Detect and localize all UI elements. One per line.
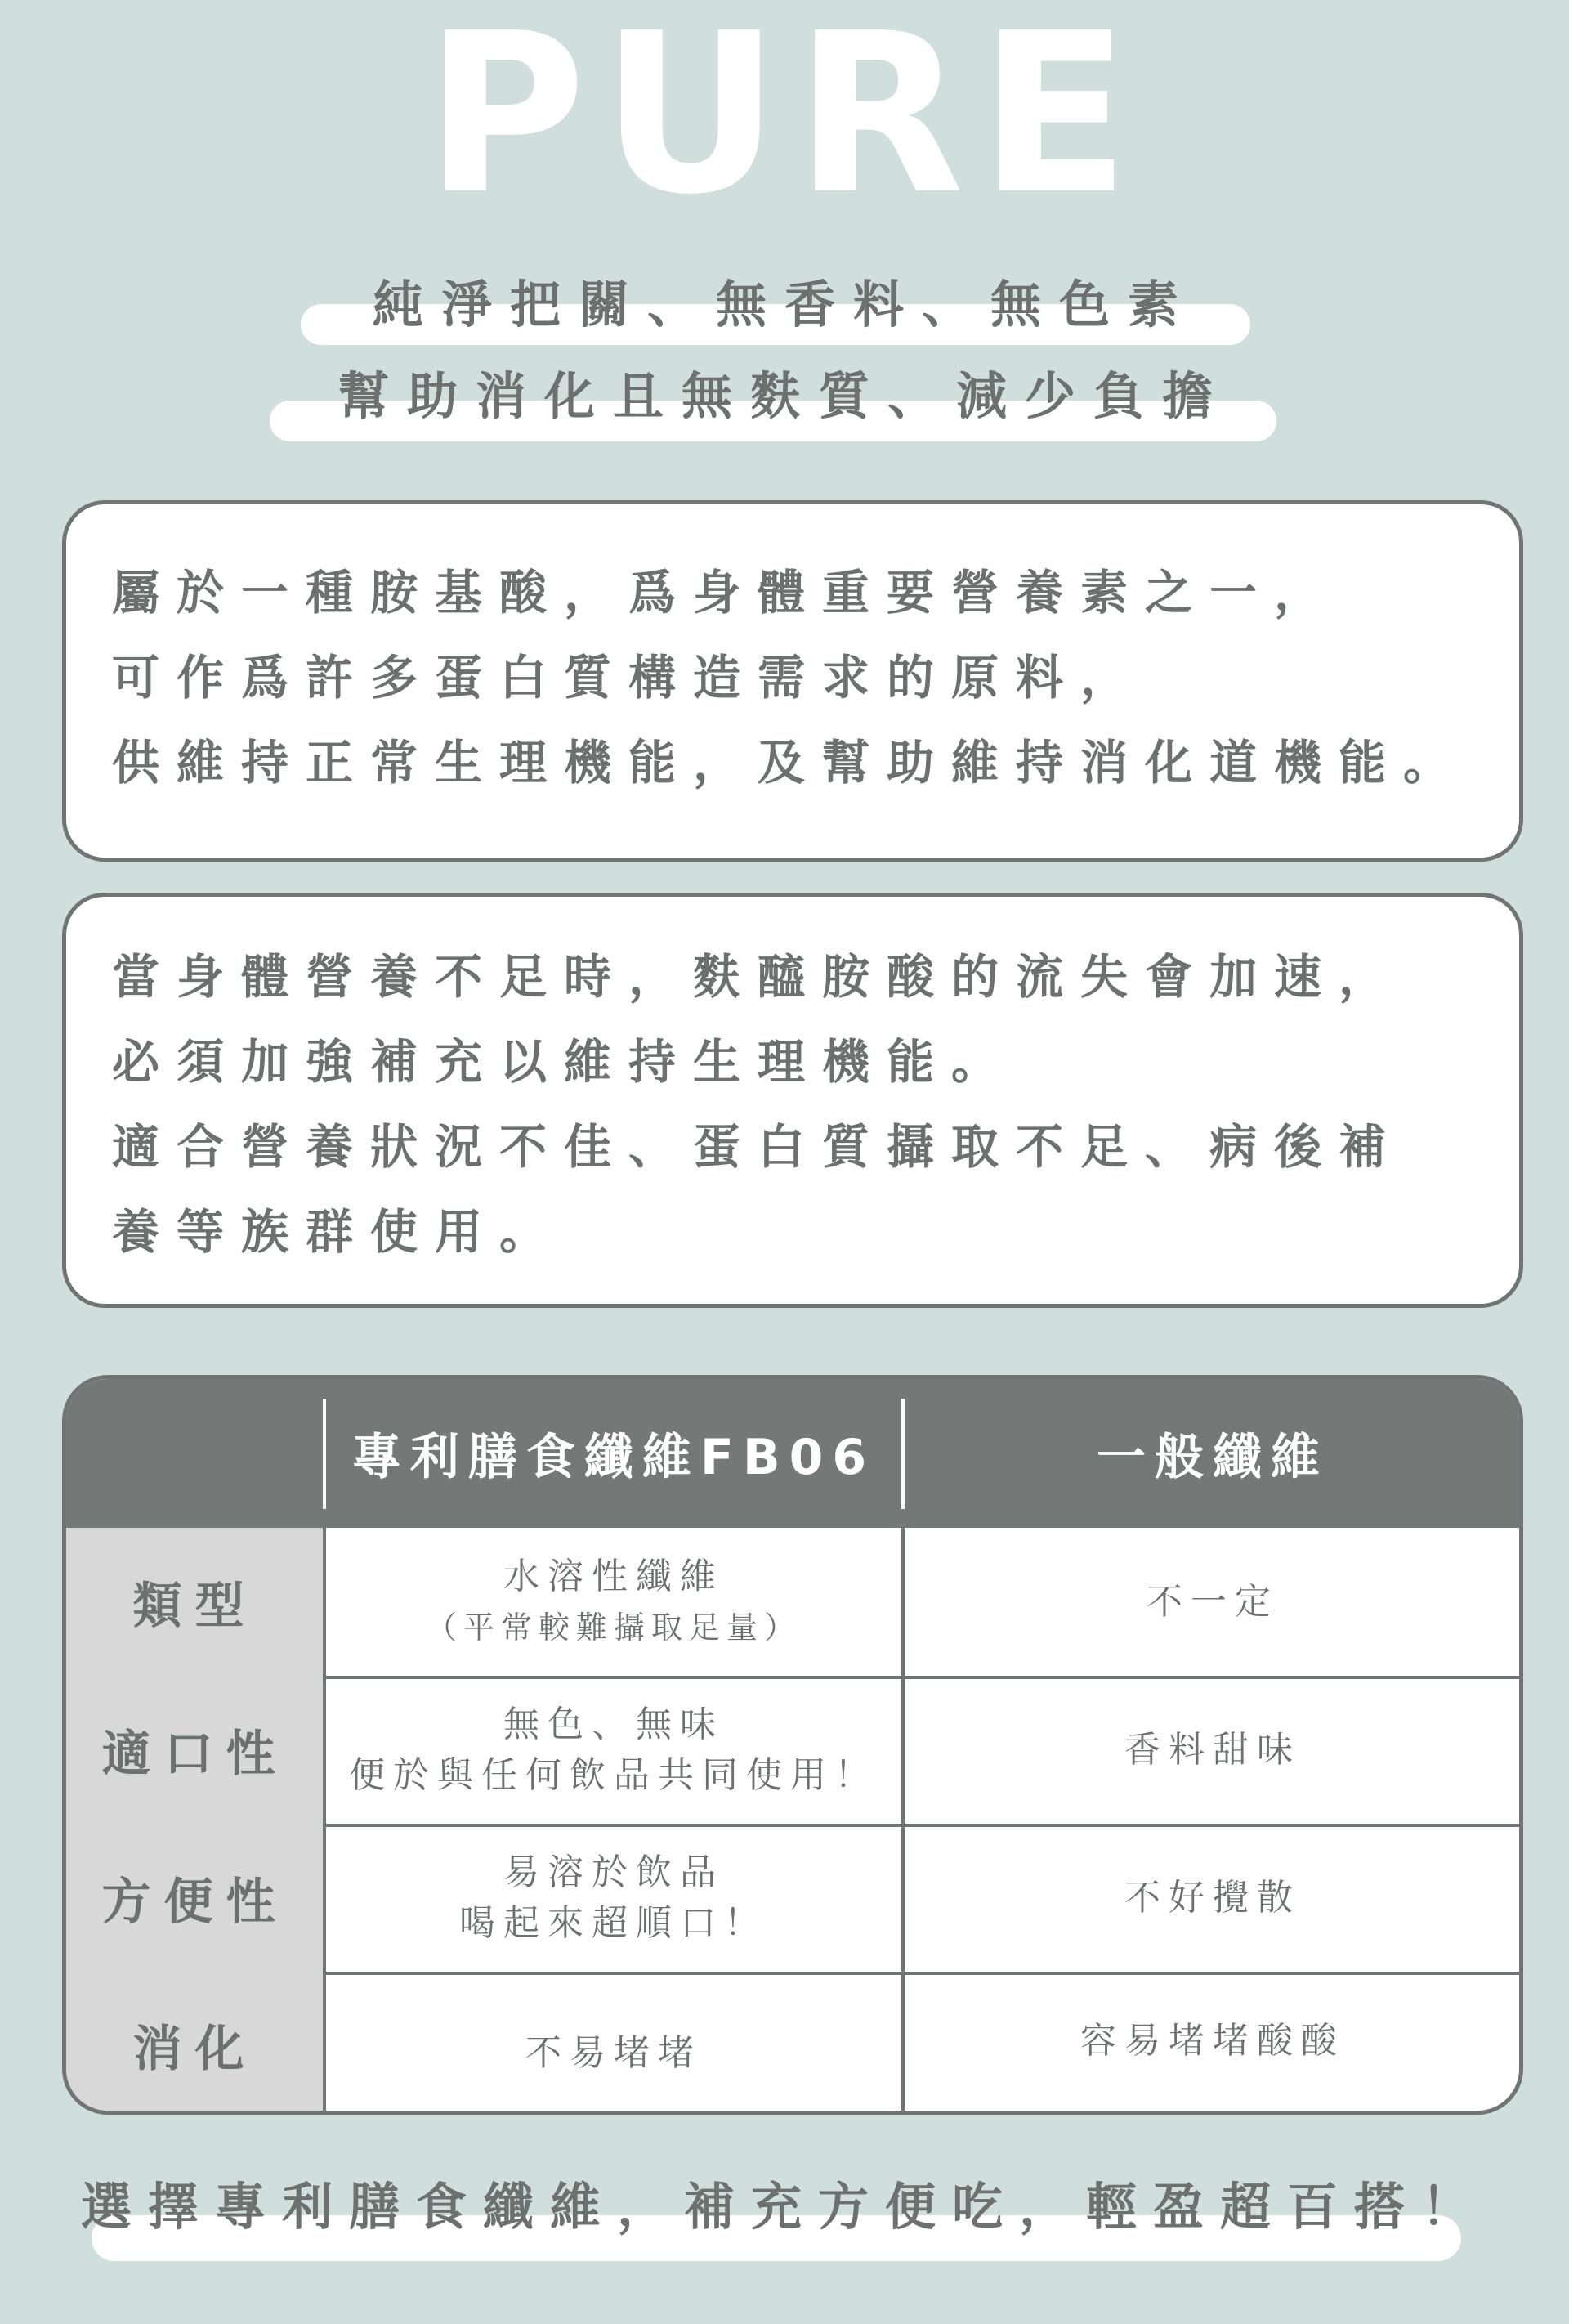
table-row xyxy=(66,1972,1519,2115)
cell-fb06-digestion xyxy=(326,1972,901,2115)
footer-slogan: 選擇專利膳食纖維，補充方便吃，輕盈超百搭！ xyxy=(80,2177,1488,2237)
header-general-fiber: 一般纖維 xyxy=(1097,1429,1329,1486)
cell-general-digestion-text: 容易堵堵酸酸 xyxy=(1080,2020,1345,2062)
column-divider-1 xyxy=(323,1528,326,2115)
cell-general-convenience xyxy=(905,1824,1521,1972)
brand-title: PURE xyxy=(424,0,1145,243)
cell-fb06-convenience xyxy=(326,1824,901,1972)
cell-fb06-digestion-text: 不易堵堵 xyxy=(525,2032,702,2074)
info-box-glutamine xyxy=(62,893,1523,1308)
box2-line-3: 適合營養狀況不佳、蛋白質攝取不足、病後補 xyxy=(112,1119,1404,1175)
box2-line-1: 當身體營養不足時，麩醯胺酸的流失會加速， xyxy=(112,949,1404,1005)
cell-general-type-text: 不一定 xyxy=(1147,1580,1279,1623)
cell-fb06-type-line2: （平常較難攝取足量） xyxy=(425,1609,802,1646)
cell-general-palatability-text: 香料甜味 xyxy=(1124,1728,1301,1771)
header-fb06: 專利膳食纖維FB06 xyxy=(351,1429,876,1486)
cell-general-palatability xyxy=(905,1676,1521,1824)
column-divider-2 xyxy=(901,1528,905,2115)
comparison-table xyxy=(62,1375,1523,2115)
cell-fb06-palatability xyxy=(326,1676,901,1824)
table-row xyxy=(66,1676,1519,1824)
box1-line-2: 可作爲許多蛋白質構造需求的原料， xyxy=(112,650,1146,705)
cell-fb06-convenience-line2: 喝起來超順口！ xyxy=(459,1901,768,1944)
row-label-type: 類型 xyxy=(66,1528,324,1676)
cell-fb06-convenience-line1: 易溶於飲品 xyxy=(503,1851,724,1893)
box2-line-2: 必須加強補充以維持生理機能。 xyxy=(112,1034,1017,1090)
headline-line-1: 純淨把關、無香料、無色素 xyxy=(372,275,1196,334)
cell-fb06-type xyxy=(326,1528,901,1676)
row-label-convenience: 方便性 xyxy=(66,1824,324,1972)
box1-line-1: 屬於一種胺基酸，爲身體重要營養素之一， xyxy=(112,565,1339,620)
row-label-palatability: 適口性 xyxy=(66,1676,324,1824)
cell-general-convenience-text: 不好攪散 xyxy=(1124,1876,1301,1919)
cell-fb06-palatability-line2: 便於與任何飲品共同使用！ xyxy=(349,1753,878,1796)
row-label-digestion: 消化 xyxy=(66,1972,324,2115)
box1-line-3: 供維持正常生理機能，及幫助維持消化道機能。 xyxy=(112,735,1468,790)
cell-general-digestion xyxy=(905,1972,1521,2115)
headline-line-2: 幫助消化且無麩質、減少負擔 xyxy=(337,366,1231,426)
cell-fb06-palatability-line1: 無色、無味 xyxy=(503,1703,724,1745)
info-box-amino-acid xyxy=(62,500,1523,862)
table-row xyxy=(66,1528,1519,1676)
cell-fb06-type-line1: 水溶性纖維 xyxy=(503,1555,724,1597)
table-row xyxy=(66,1824,1519,1972)
cell-general-type xyxy=(905,1528,1521,1676)
box2-line-4: 養等族群使用。 xyxy=(112,1204,565,1260)
